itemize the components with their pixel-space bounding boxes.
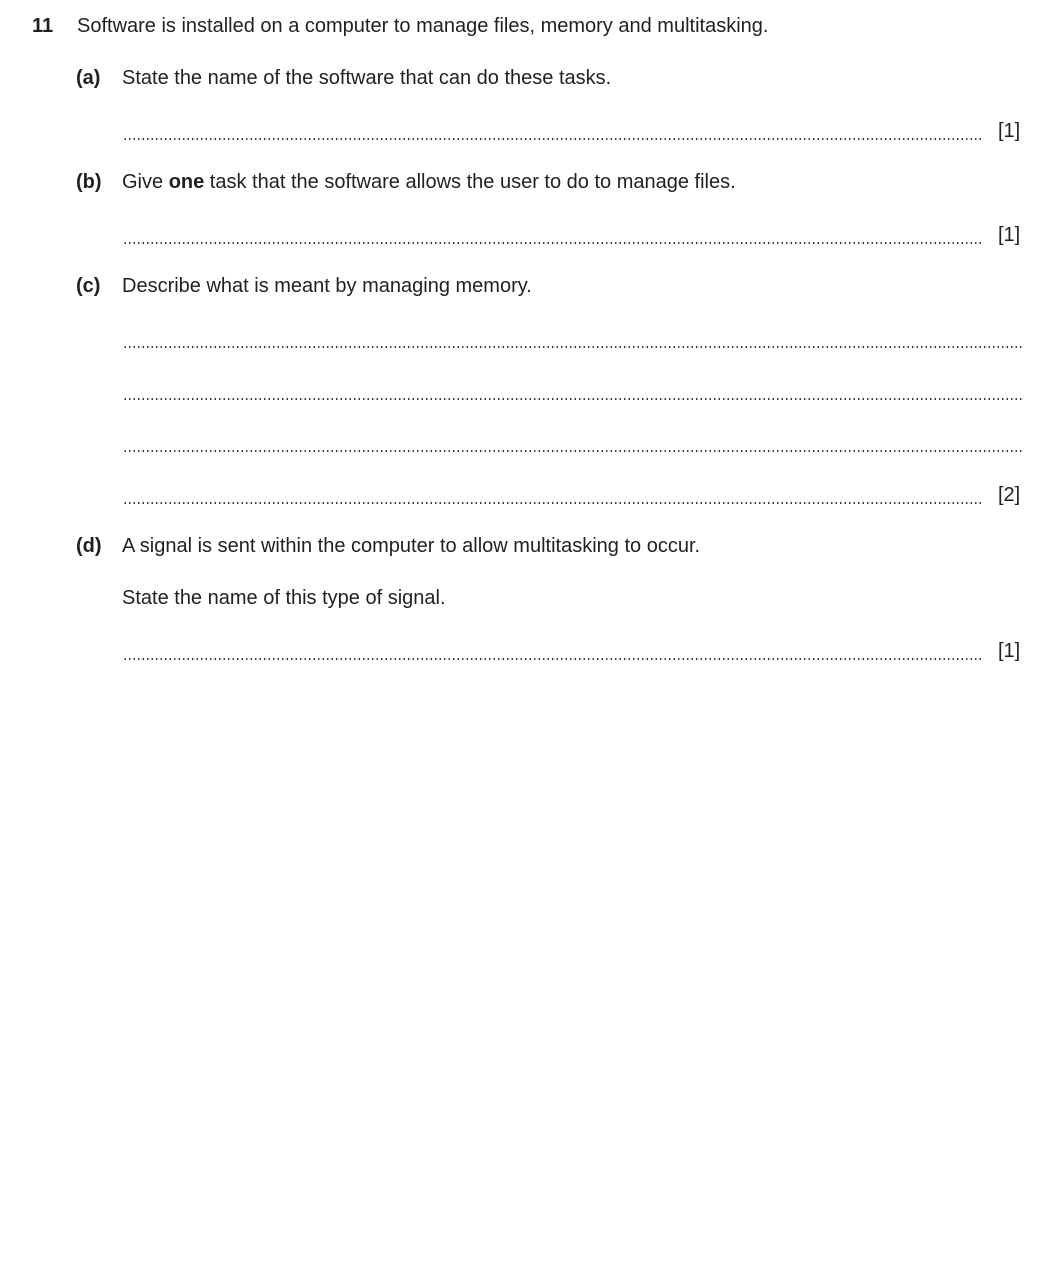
question-number: 11 (32, 15, 54, 37)
part-c-label: (c) (76, 275, 101, 297)
question-stem: Software is installed on a computer to manage files, memory and multitasking. (77, 15, 769, 37)
part-c-marks: [2] (998, 484, 1021, 506)
part-c-answer-line-1[interactable] (123, 346, 1022, 348)
part-d-label: (d) (76, 535, 102, 557)
part-a-label: (a) (76, 67, 101, 89)
part-a-answer-line[interactable] (123, 138, 984, 140)
part-b-text-emphasis: one (168, 171, 205, 193)
part-c-text: Describe what is meant by managing memory. (122, 275, 532, 297)
part-b-marks: [1] (998, 224, 1021, 246)
part-d-answer-line[interactable] (123, 658, 984, 660)
part-b-answer-line[interactable] (123, 242, 984, 244)
part-b-label: (b) (76, 171, 102, 193)
part-c-answer-line-3[interactable] (123, 450, 1022, 452)
part-a-text: State the name of the software that can do these tasks. (122, 67, 612, 89)
part-d-text-2: State the name of this type of signal. (122, 587, 446, 609)
part-c-answer-line-2[interactable] (123, 398, 1022, 400)
part-b-text-after: task that the software allows the user to do to manage files. (204, 171, 736, 193)
part-b-text (122, 171, 736, 194)
part-d-marks: [1] (998, 640, 1021, 662)
part-a-marks: [1] (998, 120, 1021, 142)
part-b-text-before: Give (122, 171, 169, 193)
part-c-answer-line-4[interactable] (123, 502, 984, 504)
part-d-text: A signal is sent within the computer to allow multitasking to occur. (122, 535, 701, 557)
